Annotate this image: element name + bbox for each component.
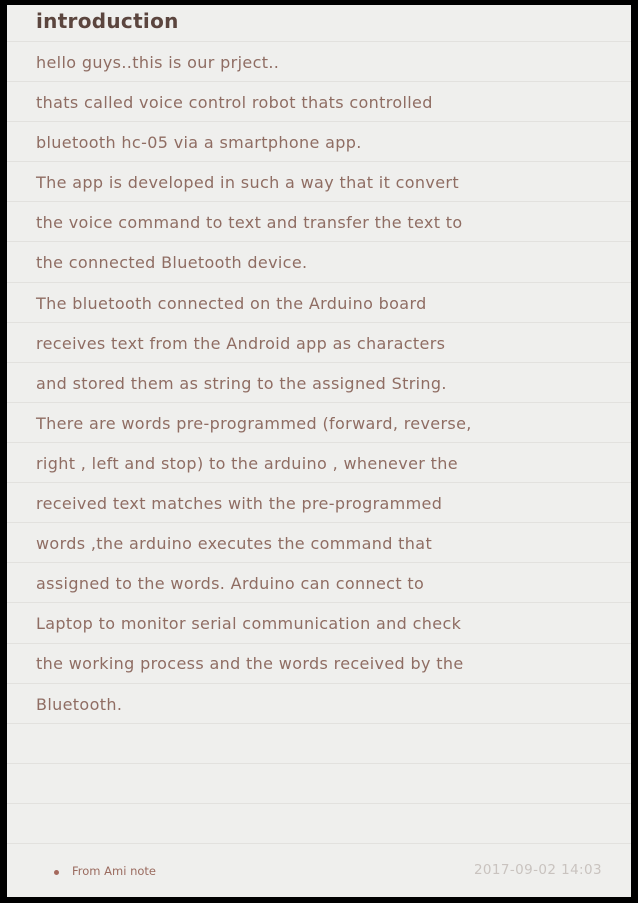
ruled-line (7, 843, 631, 844)
note-title: introduction (36, 9, 179, 33)
body-line: the voice command to text and transfer the text to (36, 213, 463, 233)
timestamp: 2017-09-02 14:03 (473, 862, 602, 878)
body-line: the connected Bluetooth device. (36, 253, 308, 273)
body-line: right , left and stop) to the arduino , whenever the (36, 453, 458, 473)
ruled-line (7, 803, 631, 804)
body-line: receives text from the Android app as characters (36, 333, 446, 353)
body-line: and stored them as string to the assigned String. (36, 373, 447, 393)
body-line: bluetooth hc-05 via a smartphone app. (36, 133, 362, 153)
body-line: words ,the arduino executes the command that (36, 534, 433, 554)
body-line: hello guys..this is our prject.. (36, 53, 280, 72)
body-line: There are words pre-programmed (forward, reverse, (36, 413, 472, 433)
source-label: From Ami note (72, 864, 156, 878)
note-footer (7, 857, 631, 883)
ruled-line (7, 723, 631, 724)
body-line: received text matches with the pre-programmed (36, 494, 443, 514)
note-page (7, 5, 631, 897)
bullet-dot-icon (54, 870, 59, 875)
body-line: assigned to the words. Arduino can connect to (36, 574, 425, 594)
body-line: Bluetooth. (36, 694, 123, 714)
body-line: The app is developed in such a way that it convert (36, 173, 459, 193)
body-line: The bluetooth connected on the Arduino board (36, 293, 427, 313)
body-line: thats called voice control robot thats controlled (36, 93, 433, 113)
body-line: Laptop to monitor serial communication and check (36, 614, 462, 634)
note-body[interactable] (36, 40, 626, 722)
body-line: the working process and the words received by the (36, 654, 464, 674)
ruled-line (7, 763, 631, 764)
